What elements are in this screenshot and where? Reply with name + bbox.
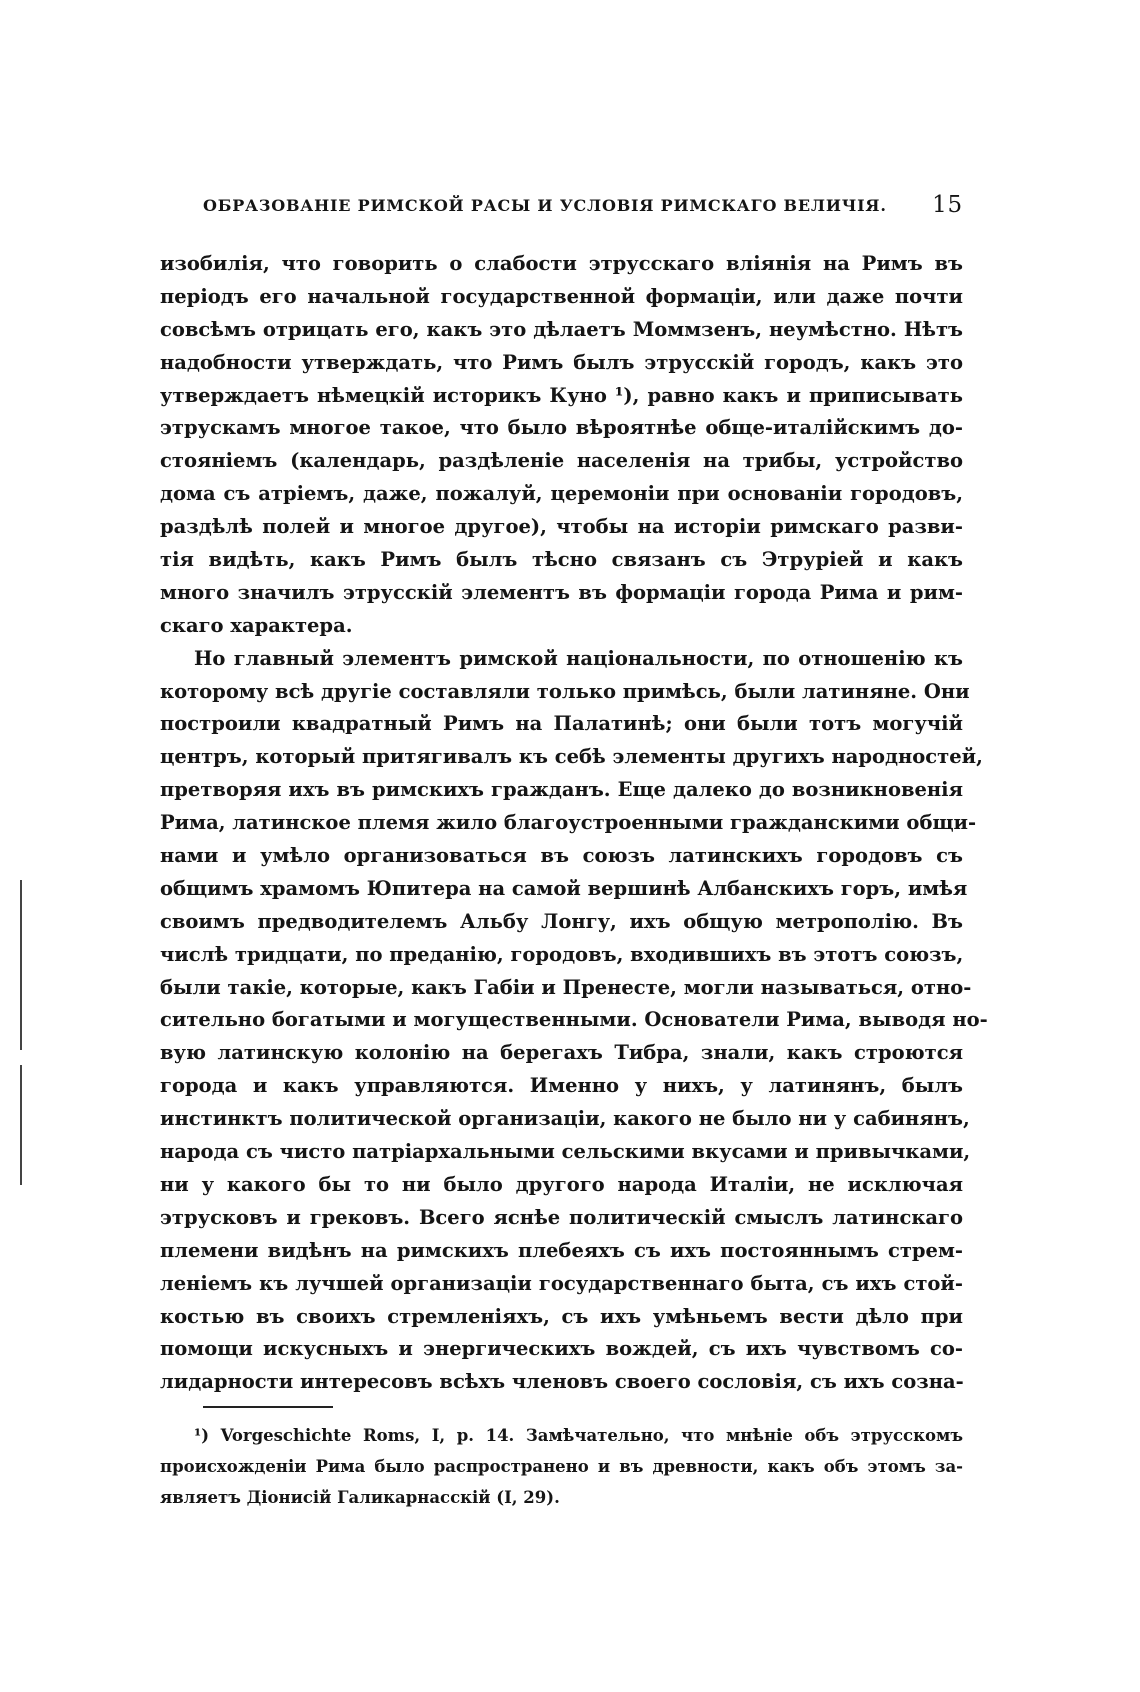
text-line: претворяя ихъ въ римскихъ гражданъ. Еще далеко до возникновенія: [160, 778, 963, 802]
text-line: дома съ атріемъ, даже, пожалуй, церемоніи при основаніи городовъ,: [160, 482, 963, 506]
main-text: [160, 248, 988, 1399]
scan-margin-mark: [20, 1065, 22, 1185]
text-line: лидарности интересовъ всѣхъ членовъ своего сословія, съ ихъ созна-: [160, 1370, 964, 1394]
text-line: народа съ чисто патріархальными сельскими вкусами и привычками,: [160, 1140, 971, 1164]
text-line: этрусковъ и грековъ. Всего яснѣе политическій смыслъ латинскаго: [160, 1205, 963, 1229]
text-line: общимъ храмомъ Юпитера на самой вершинѣ Албанскихъ горъ, имѣя: [160, 876, 968, 900]
text-line: которому всѣ другіе составляли только примѣсь, были латиняне. Они: [160, 679, 970, 703]
paragraph-start-line: Но главный элементъ римской національности, по отношенію къ: [194, 646, 963, 670]
text-line: нами и умѣло организоваться въ союзъ латинскихъ городовъ съ: [160, 844, 963, 868]
text-line: построили квадратный Римъ на Палатинѣ; они были тотъ могучій: [160, 712, 963, 736]
text-line: раздѣлѣ полей и многое другое), чтобы на исторіи римскаго разви-: [160, 515, 963, 539]
footnote-line: происхожденіи Рима было распространено и въ древности, какъ объ этомъ за-: [160, 1457, 963, 1476]
text-line: города и какъ управляются. Именно у нихъ, у латинянъ, былъ: [160, 1074, 963, 1098]
scan-margin-mark: [20, 880, 22, 1050]
text-line: числѣ тридцати, по преданію, городовъ, входившихъ въ этотъ союзъ,: [160, 942, 964, 966]
text-line: костью въ своихъ стремленіяхъ, съ ихъ умѣньемъ вести дѣло при: [160, 1304, 963, 1328]
text-line: изобилія, что говорить о слабости этрусскаго вліянія на Римъ въ: [160, 252, 963, 275]
text-line: помощи искусныхъ и энергическихъ вождей, съ ихъ чувствомъ со-: [160, 1337, 963, 1361]
text-line: Рима, латинское племя жило благоустроенными гражданскими общи-: [160, 811, 977, 835]
text-line: своимъ предводителемъ Альбу Лонгу, ихъ общую метрополію. Въ: [160, 909, 963, 933]
running-header: [203, 192, 963, 222]
text-line: племени видѣнъ на римскихъ плебеяхъ съ ихъ постояннымъ стрем-: [160, 1238, 963, 1262]
text-line: центръ, который притягивалъ къ себѣ элементы другихъ народностей,: [160, 745, 983, 769]
running-title: ОБРАЗОВАНІЕ РИМСКОЙ РАСЫ И УСЛОВІЯ РИМСКАГО ВЕЛИЧІЯ.: [203, 196, 887, 215]
text-line: совсѣмъ отрицать его, какъ это дѣлаетъ Моммзенъ, неумѣстно. Нѣтъ: [160, 317, 963, 341]
text-line: тія видѣть, какъ Римъ былъ тѣсно связанъ съ Этруріей и какъ: [160, 548, 963, 572]
text-line: ни у какого бы то ни было другого народа Италіи, не исключая: [160, 1172, 963, 1196]
text-line: утверждаетъ нѣмецкій историкъ Куно ¹), равно какъ и приписывать: [160, 383, 963, 407]
text-line: вую латинскую колонію на берегахъ Тибра, знали, какъ строются: [160, 1041, 963, 1065]
text-line: періодъ его начальной государственной формаціи, или даже почти: [160, 284, 963, 308]
footnote-line: являетъ Діонисій Галикарнасскій (I, 29).: [160, 1488, 560, 1507]
text-line: много значилъ этрусскій элементъ въ формаціи города Рима и рим-: [160, 580, 963, 604]
text-line: надобности утверждать, что Римъ былъ этрусскій городъ, какъ это: [160, 350, 963, 374]
footnote-line: ¹) Vorgeschichte Roms, I, p. 14. Замѣчательно, что мнѣніе объ этрусскомъ: [194, 1426, 963, 1445]
text-line: сительно богатыми и могущественными. Основатели Рима, выводя но-: [160, 1008, 988, 1032]
paragraph-end-line: скаго характера.: [160, 613, 353, 637]
footnote-separator: [203, 1406, 333, 1408]
page-number: 15: [932, 192, 963, 218]
text-line: инстинктъ политической организаціи, какого не было ни у сабинянъ,: [160, 1107, 970, 1131]
text-line: леніемъ къ лучшей организаціи государственнаго быта, съ ихъ стой-: [160, 1271, 963, 1295]
footnote: [160, 1420, 963, 1513]
text-line: этрускамъ многое такое, что было вѣроятнѣе обще-италійскимъ до-: [160, 416, 963, 440]
text-line: были такіе, которые, какъ Габіи и Пренесте, могли называться, отно-: [160, 975, 972, 999]
text-line: стояніемъ (календарь, раздѣленіе населенія на трибы, устройство: [160, 449, 963, 473]
